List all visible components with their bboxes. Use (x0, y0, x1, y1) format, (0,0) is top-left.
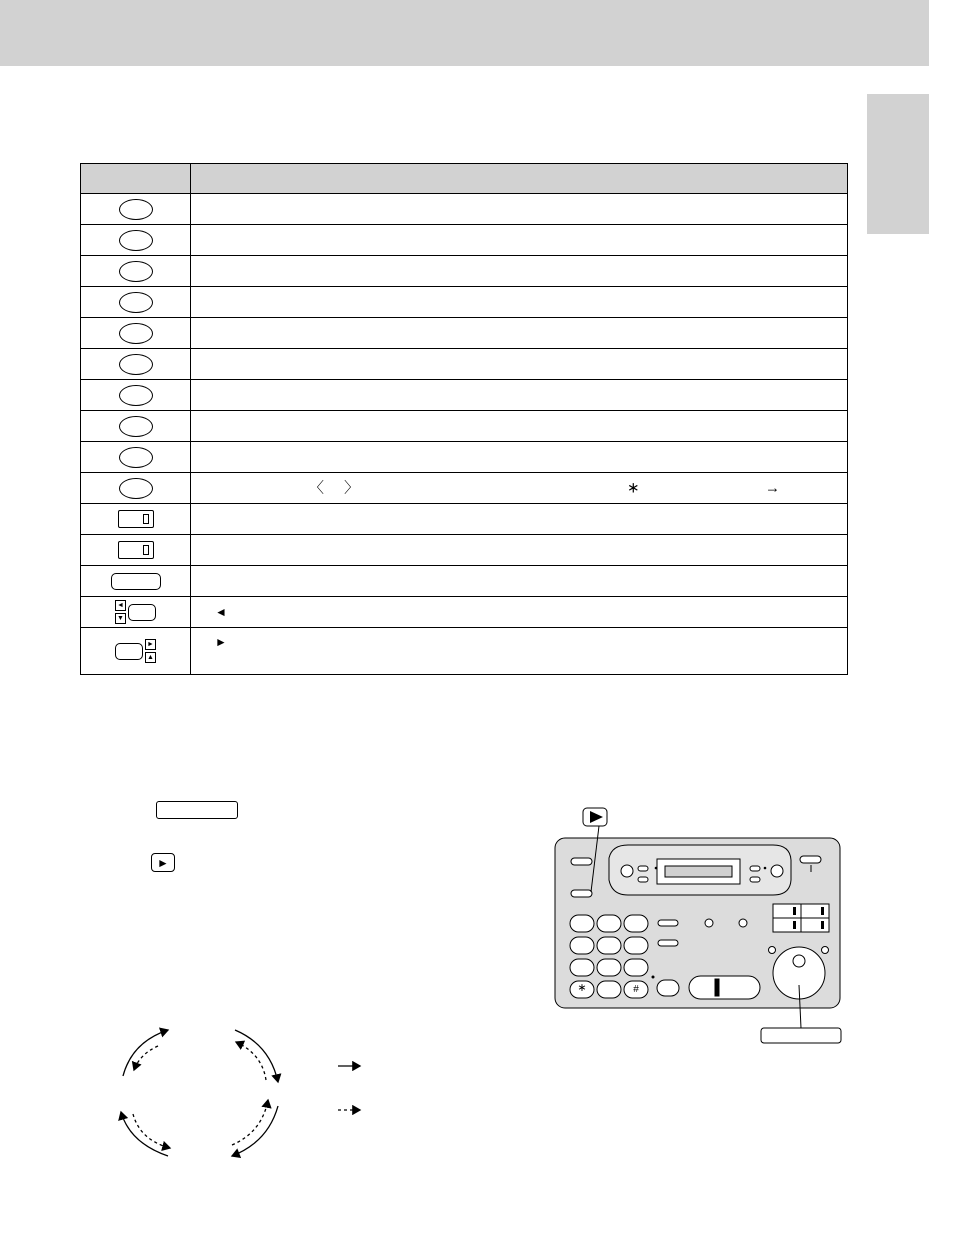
cycle-arrow-dashed (232, 1100, 268, 1145)
key-cell (81, 225, 191, 256)
key-cell (81, 318, 191, 349)
description-cell (191, 535, 848, 566)
description-cell (191, 566, 848, 597)
forward-key-icon: ► ▲ (115, 639, 156, 663)
key-cell (81, 194, 191, 225)
table-row (81, 442, 848, 473)
round-key-icon (119, 292, 153, 313)
hash-key-icon: # (633, 984, 639, 995)
table-row (81, 597, 848, 628)
description-cell (191, 256, 848, 287)
key-cell (81, 380, 191, 411)
cycle-arrow-dashed (133, 1114, 170, 1148)
table-row (81, 380, 848, 411)
right-arrow-icon: → (765, 479, 780, 497)
key-cell (81, 566, 191, 597)
table-row (81, 535, 848, 566)
key-cell (81, 287, 191, 318)
key-cell (81, 535, 191, 566)
setup-key-icon (156, 801, 238, 819)
description-cell (191, 504, 848, 535)
round-key-icon (119, 478, 153, 499)
table-row (81, 256, 848, 287)
description-cell (191, 597, 848, 628)
lamp-key-icon (118, 541, 154, 559)
key-cell (81, 256, 191, 287)
back-key-icon: ◄ ▼ (115, 600, 156, 624)
key-cell (81, 473, 191, 504)
lamp-key-icon (118, 510, 154, 528)
left-triangle-icon: ◄ (215, 605, 227, 619)
playback-key-icon (151, 853, 175, 872)
wide-key-icon (111, 573, 161, 590)
description-cell (191, 287, 848, 318)
right-triangle-icon: ► (215, 635, 227, 649)
right-angle-icon: 〉 (344, 479, 360, 497)
control-panel-illustration (540, 805, 850, 1045)
description-cell (191, 318, 848, 349)
cycle-arrow-solid (232, 1106, 278, 1156)
key-cell (81, 504, 191, 535)
description-cell (191, 442, 848, 473)
section-tab (867, 94, 929, 234)
table-row (81, 194, 848, 225)
description-cell (191, 194, 848, 225)
description-cell (191, 225, 848, 256)
description-cell (191, 380, 848, 411)
description-cell (191, 473, 848, 504)
key-cell (81, 349, 191, 380)
key-cell (81, 411, 191, 442)
star-key-icon: ∗ (577, 982, 587, 994)
asterisk-icon: ∗ (627, 479, 640, 497)
table-row (81, 349, 848, 380)
round-key-icon (119, 199, 153, 220)
table-row (81, 628, 848, 675)
key-cell (81, 628, 191, 675)
header-band (0, 0, 929, 66)
table-row (81, 287, 848, 318)
cycle-arrow-solid (121, 1112, 168, 1156)
round-key-icon (119, 385, 153, 406)
left-angle-icon: 〈 (309, 479, 325, 497)
table-row (81, 473, 848, 504)
round-key-icon (119, 354, 153, 375)
header-cell-function (191, 164, 848, 194)
key-function-table (80, 163, 848, 675)
table-row (81, 411, 848, 442)
round-key-icon (119, 416, 153, 437)
navigation-cycle-diagram (110, 1020, 370, 1170)
description-cell (191, 411, 848, 442)
table-row (81, 318, 848, 349)
table-header-row (81, 164, 848, 194)
header-cell-key (81, 164, 191, 194)
cycle-arrow-solid (235, 1030, 278, 1082)
round-key-icon (119, 230, 153, 251)
key-cell (81, 597, 191, 628)
table-row (81, 225, 848, 256)
description-cell (191, 349, 848, 380)
round-key-icon (119, 323, 153, 344)
play-icon: ► (157, 855, 169, 870)
table-row (81, 504, 848, 535)
round-key-icon (119, 261, 153, 282)
table-row (81, 566, 848, 597)
key-cell (81, 442, 191, 473)
description-cell (191, 628, 848, 675)
round-key-icon (119, 447, 153, 468)
